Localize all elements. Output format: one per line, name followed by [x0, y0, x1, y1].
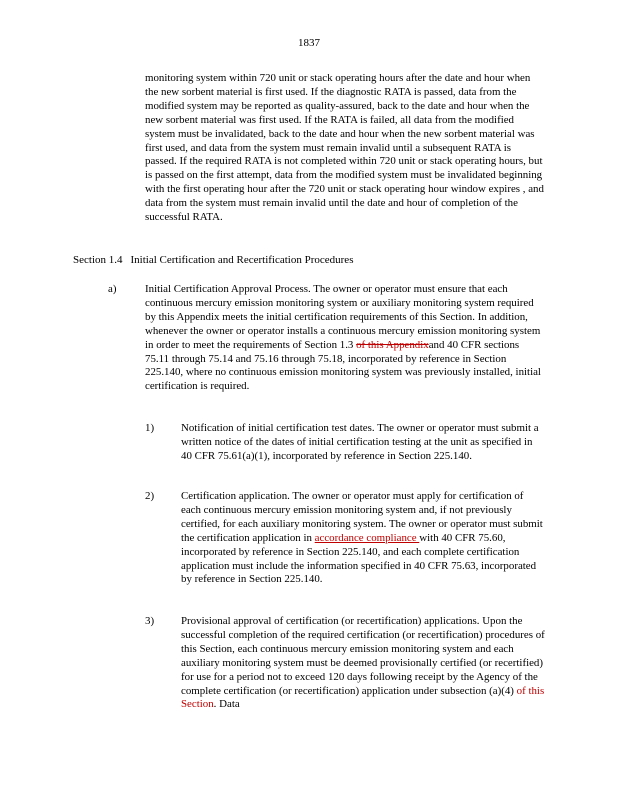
section-heading: [73, 254, 353, 268]
page-number: 1837: [298, 37, 320, 49]
item-3-text-part2: . Data: [213, 698, 240, 711]
item-2-inserted-text: accordance compliance: [314, 531, 420, 544]
item-2-label: 2): [145, 490, 155, 502]
item-3-inserted-text: of this Section: [181, 684, 545, 711]
item-2-text-part1: Certification application. The owner or operator must apply for certification of each continuous mercury emission monitoring system and, if not previously certified, for each auxiliary monitoring system. The owner or operator must submit the certification application in: [181, 490, 543, 544]
item-a-text-part1: Initial Certification Approval Process. The owner or operator must ensure that each continuous mercury emission monitoring system or auxiliary monitoring system required by this Appendix meets the initial certification requirements of this Section. In addition, whenever the owner or operator installs a continuous mercury emission monitoring system in order to meet the requirements of Section 1.3: [145, 283, 541, 351]
item-a-text-part2: and 40 CFR sections 75.11 through 75.14 and 75.16 through 75.18, incorporated by reference in Section 225.140, where no continuous emission monitoring system was previously installed, initial certification is required.: [145, 338, 541, 393]
intro-paragraph: monitoring system within 720 unit or stack operating hours after the date and hour when the new sorbent material is first used. If the diagnostic RATA is passed, data from the modified system may be reported as quality-assured, back to the date and hour when the new sorbent material was first used. If the RATA is failed, all data from the modified system must be invalidated, back to the date and hour when the new sorbent material was first used, and data from the system must remain invalid until a subsequent RATA is passed. If the required RATA is not completed within 720 unit or stack operating hours, but is passed on the first attempt, data from the modified system must be invalidated beginning with the first operating hour after the 720 unit or stack operating hour window expires , and data from the system must remain invalid until the date and hour of completion of the successful RATA.: [145, 72, 544, 224]
item-3-label: 3): [145, 615, 155, 627]
item-2-text: [181, 490, 545, 587]
item-a-text: [145, 283, 545, 394]
section-number: Section 1.4: [73, 254, 123, 266]
item-a-struck-text: of this Appendix: [356, 338, 429, 351]
section-title: Initial Certification and Recertification Procedures: [130, 254, 354, 266]
item-1-text: Notification of initial certification test dates. The owner or operator must submit a written notice of the dates of initial certification testing at the unit as specified in 40 CFR 75.61(a)(1), incorporated by reference in Section 225.140.: [181, 422, 539, 462]
item-1-label: 1): [145, 422, 155, 434]
item-3-text: [181, 615, 545, 712]
item-a-label: a): [108, 283, 117, 295]
item-2-text-part2: with 40 CFR 75.60, incorporated by reference in Section 225.140, and each complete certification application must include the information specified in 40 CFR 75.63, incorporated by reference in Section 225.140.: [181, 531, 537, 586]
item-3-text-part1: Provisional approval of certification (or recertification) applications. Upon the successful completion of the required certification (or recertification) procedures of this Section, each continuous mercury emission monitoring system and each auxiliary monitoring system must be deemed provisionally certified (or recertified) for use for a period not to exceed 120 days following receipt by the Agency of the complete certification (or recertification) application under subsection (a)(4): [181, 615, 545, 697]
